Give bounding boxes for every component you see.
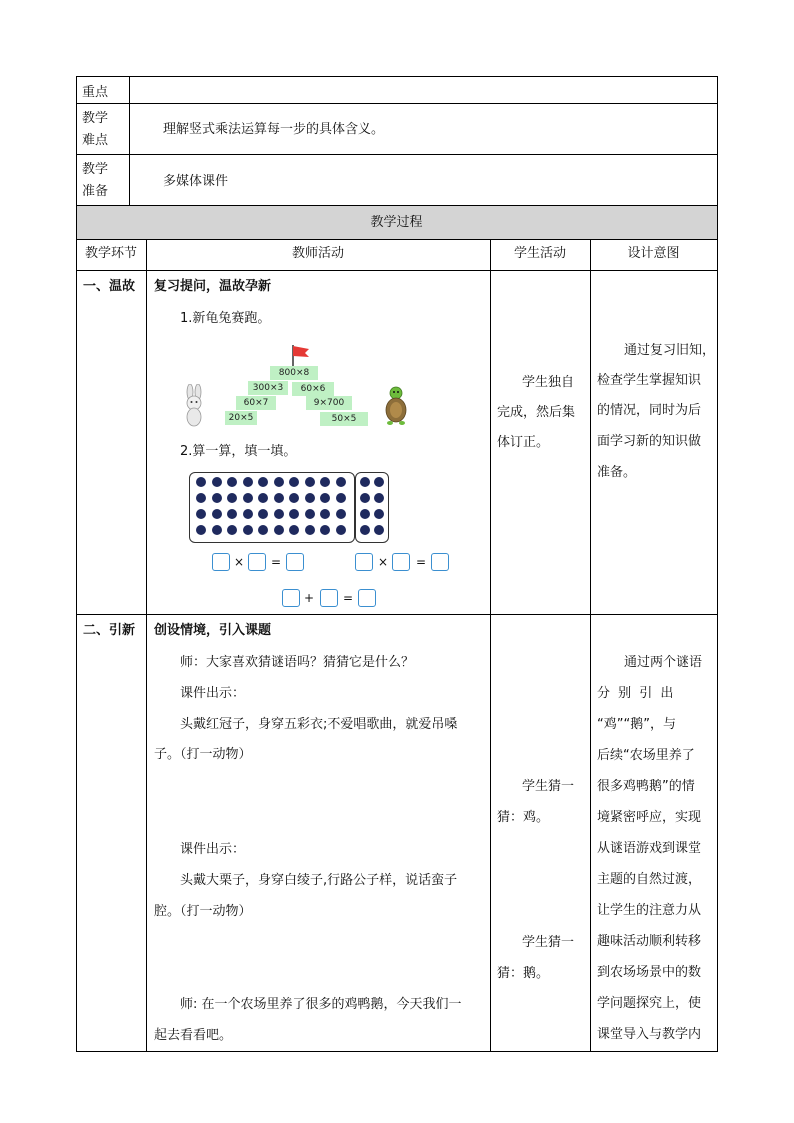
blank-box[interactable] xyxy=(431,553,449,571)
dot xyxy=(212,509,222,519)
rule xyxy=(76,76,718,77)
dot xyxy=(305,525,315,535)
section2-student-line: 猜：鹅。 xyxy=(497,966,550,981)
stair-step: 50×5 xyxy=(320,412,368,426)
section2-intent-line: 从谜语游戏到课堂 xyxy=(597,841,702,856)
rule xyxy=(76,1051,718,1052)
dot xyxy=(336,493,346,503)
dot xyxy=(258,477,268,487)
rule xyxy=(76,239,718,240)
section2-intent-line: 后续“农场里养了 xyxy=(597,748,695,763)
section2-student-line: 学生猜一 xyxy=(522,779,575,794)
dot xyxy=(196,493,206,503)
section2-intent-line: 境紧密呼应，实现 xyxy=(597,810,702,825)
blank-box[interactable] xyxy=(286,553,304,571)
dot xyxy=(258,525,268,535)
section1-intent-line: 通过复习旧知， xyxy=(624,343,716,358)
turtle-icon xyxy=(382,386,410,426)
dot xyxy=(360,477,370,487)
section2-line: 腔。（打一动物） xyxy=(154,904,252,919)
dot xyxy=(274,509,284,519)
flag-icon xyxy=(290,344,312,368)
blank-box[interactable] xyxy=(282,589,300,607)
section1-intent-line: 面学习新的知识做 xyxy=(597,434,702,449)
header-teacher: 教师活动 xyxy=(291,246,344,261)
section2-line: 课件出示： xyxy=(180,686,246,701)
dot xyxy=(196,525,206,535)
rabbit-icon xyxy=(180,384,208,428)
dot xyxy=(243,477,253,487)
section1-intent-line: 的情况，同时为后 xyxy=(597,403,702,418)
rule xyxy=(146,239,147,1052)
stair-step: 300×3 xyxy=(248,381,288,395)
dot xyxy=(289,525,299,535)
dot xyxy=(243,509,253,519)
preparation-label: 准备 xyxy=(82,184,109,199)
blank-box[interactable] xyxy=(212,553,230,571)
section2-line: 头戴红冠子，身穿五彩衣;不爱唱歌曲，就爱吊嗓 xyxy=(180,717,458,732)
dot xyxy=(274,525,284,535)
dot xyxy=(289,477,299,487)
dot xyxy=(305,493,315,503)
dot xyxy=(374,493,384,503)
section2-intent-line: “鸡”“鹅”，与 xyxy=(597,717,676,732)
header-student: 学生活动 xyxy=(513,246,566,261)
key-point-label: 重点 xyxy=(82,85,109,100)
section2-intent-line: 课堂导入与教学内 xyxy=(597,1027,702,1042)
section2-line: 课件出示： xyxy=(180,842,246,857)
section1-intent-line: 检查学生掌握知识 xyxy=(597,373,702,388)
dot xyxy=(243,525,253,535)
section1-student-line: 学生独自 xyxy=(522,375,575,390)
blank-box[interactable] xyxy=(320,589,338,607)
blank-box[interactable] xyxy=(248,553,266,571)
dot xyxy=(374,477,384,487)
dot xyxy=(212,493,222,503)
section1-title: 复习提问，温故孕新 xyxy=(154,279,272,294)
dot xyxy=(360,509,370,519)
header-stage: 教学环节 xyxy=(84,246,137,261)
dot xyxy=(320,477,330,487)
dot xyxy=(196,477,206,487)
dot xyxy=(374,509,384,519)
rule xyxy=(490,239,491,1052)
equals-sign: = xyxy=(343,591,354,605)
rule xyxy=(76,205,718,206)
section2-line: 师：大家喜欢猜谜语吗？猜猜它是什么？ xyxy=(180,655,415,670)
difficulty-label: 难点 xyxy=(82,133,109,148)
section2-intent-line: 让学生的注意力从 xyxy=(597,903,702,918)
section2-title: 创设情境，引入课题 xyxy=(154,623,272,638)
stair-step: 60×7 xyxy=(236,396,276,410)
blank-box[interactable] xyxy=(358,589,376,607)
rule xyxy=(76,103,718,104)
dot xyxy=(274,493,284,503)
stair-step: 9×700 xyxy=(306,396,352,410)
section2-line: 师: 在一个农场里养了很多的鸡鸭鹅，今天我们一 xyxy=(180,997,462,1012)
equals-sign: = xyxy=(271,555,282,569)
dot xyxy=(336,477,346,487)
section1-student-line: 体订正。 xyxy=(497,435,550,450)
section2-line: 起去看看吧。 xyxy=(154,1028,233,1043)
dot xyxy=(360,525,370,535)
preparation-text: 多媒体课件 xyxy=(163,174,229,189)
dot xyxy=(258,493,268,503)
stair-step: 800×8 xyxy=(270,366,318,380)
dot xyxy=(274,477,284,487)
dot xyxy=(320,493,330,503)
section2-intent-line: 到农场场景中的数 xyxy=(597,965,702,980)
section1-item2: 2.算一算，填一填。 xyxy=(180,444,297,459)
section1-stage: 一、温故 xyxy=(83,279,136,294)
times-sign: × xyxy=(378,555,389,569)
dot xyxy=(360,493,370,503)
rule xyxy=(717,76,718,1052)
dot xyxy=(212,477,222,487)
blank-box[interactable] xyxy=(392,553,410,571)
section2-intent-line: 学问题探究上，使 xyxy=(597,996,702,1011)
stair-step: 20×5 xyxy=(225,411,257,425)
difficulty-text: 理解竖式乘法运算每一步的具体含义。 xyxy=(163,122,385,137)
dot xyxy=(374,525,384,535)
blank-box[interactable] xyxy=(355,553,373,571)
dot xyxy=(227,493,237,503)
dot xyxy=(289,493,299,503)
dot xyxy=(227,477,237,487)
dot xyxy=(305,477,315,487)
rule xyxy=(590,239,591,1052)
section2-intent-line: 主题的自然过渡， xyxy=(597,872,702,887)
times-sign: × xyxy=(234,555,245,569)
section2-line: 子。（打一动物） xyxy=(154,747,252,762)
dot xyxy=(212,525,222,535)
dot xyxy=(227,509,237,519)
stair-step: 60×6 xyxy=(292,382,334,396)
header-intent: 设计意图 xyxy=(627,246,680,261)
section2-intent-line: 很多鸡鸭鹅”的情 xyxy=(597,779,695,794)
dot xyxy=(258,509,268,519)
dot xyxy=(336,509,346,519)
plus-sign: + xyxy=(304,591,315,605)
rule xyxy=(76,270,718,271)
dot xyxy=(227,525,237,535)
section2-intent-line: 趣味活动顺利转移 xyxy=(597,934,702,949)
dot xyxy=(305,509,315,519)
process-title: 教学过程 xyxy=(370,215,423,230)
rule xyxy=(76,614,718,615)
section1-student-line: 完成，然后集 xyxy=(497,405,576,420)
section2-intent-line: 通过两个谜语 xyxy=(624,655,703,670)
dot xyxy=(320,525,330,535)
section2-line: 头戴大栗子，身穿白绫子,行路公子样，说话蛮子 xyxy=(180,873,458,888)
difficulty-label: 教学 xyxy=(82,111,109,126)
equals-sign: = xyxy=(416,555,427,569)
rule xyxy=(129,76,130,206)
dot xyxy=(289,509,299,519)
section1-intent-line: 准备。 xyxy=(597,465,637,480)
preparation-label: 教学 xyxy=(82,162,109,177)
dot xyxy=(320,509,330,519)
section2-student-line: 学生猜一 xyxy=(522,935,575,950)
section2-student-line: 猜：鸡。 xyxy=(497,810,550,825)
dot xyxy=(243,493,253,503)
section1-item1: 1.新龟兔赛跑。 xyxy=(180,311,271,326)
section2-stage: 二、引新 xyxy=(83,623,136,638)
rule xyxy=(76,154,718,155)
dot xyxy=(336,525,346,535)
section2-intent-line: 分 别 引 出 xyxy=(597,686,676,701)
dot xyxy=(196,509,206,519)
